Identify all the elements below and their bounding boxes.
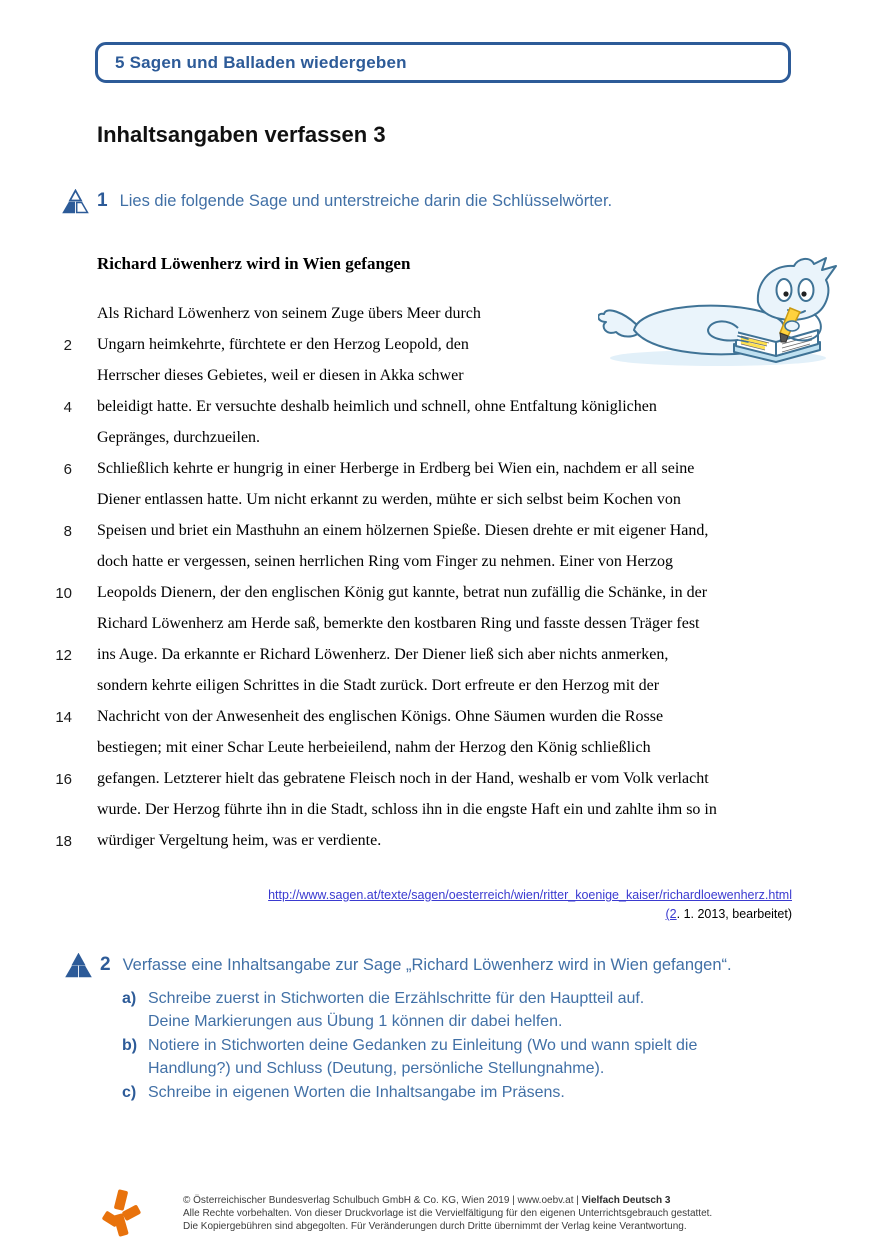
line-number	[40, 491, 72, 492]
legend-title: Richard Löwenherz wird in Wien gefangen	[97, 254, 411, 273]
exercise-1-header	[60, 189, 612, 215]
legend-line: sondern kehrte eiligen Schrittes in die Stadt zurück. Dort erfreute er den Herzog mit der	[40, 677, 840, 708]
exercise-2-item-c: c) Schreibe in eigenen Worten die Inhaltsangabe im Präsens.	[122, 1084, 697, 1107]
exercise-2-number: 2	[100, 954, 111, 975]
page-title: Inhaltsangaben verfassen 3	[97, 122, 386, 147]
legend-line: Als Richard Löwenherz von seinem Zuge übers Meer durch	[40, 305, 840, 336]
exercise-2-header	[63, 953, 732, 979]
footer-line-3: Die Kopiergebühren sind abgegolten. Für Veränderungen durch Dritte übernimmt der Verlag keine Verantwortung.	[183, 1221, 687, 1232]
line-number: 4	[63, 399, 72, 416]
source-date-link[interactable]: (2	[665, 907, 677, 921]
line-number: 8	[63, 523, 72, 540]
line-number	[40, 429, 72, 430]
legend-line: 10 Leopolds Dienern, der den englischen König gut kannte, betrat nun zufällig die Schänke, in der	[40, 584, 840, 615]
legend-line: 8 Speisen und briet ein Masthuhn an einem hölzernen Spieße. Diesen drehte er mit eigener Hand,	[40, 522, 840, 553]
line-number	[40, 677, 72, 678]
item-label: b)	[122, 1036, 138, 1054]
exercise-2-items	[122, 990, 697, 1107]
legend-line: wurde. Der Herzog führte ihn in die Stadt, schloss ihn in die engste Haft ein und zahlte ihm so in	[40, 801, 840, 832]
difficulty-level-3-icon	[63, 953, 94, 979]
difficulty-level-1-icon	[60, 189, 91, 215]
chapter-label: 5 Sagen und Balladen wiedergeben	[115, 52, 407, 72]
exercise-2-item-a: a) Schreibe zuerst in Stichworten die Erzählschritte für den Hauptteil auf.	[122, 990, 697, 1013]
footer-line-2: Alle Rechte vorbehalten. Von dieser Druckvorlage ist die Vervielfältigung für den eigenen Unterrichtsgebrauch gestattet.	[183, 1208, 713, 1219]
line-number	[40, 739, 72, 740]
exercise-2-instruction: Verfasse eine Inhaltsangabe zur Sage „Richard Löwenherz wird in Wien gefangen“.	[122, 956, 732, 974]
legend-text	[40, 305, 840, 863]
legend-line: 14 Nachricht von der Anwesenheit des englischen Königs. Ohne Säumen wurden die Rosse	[40, 708, 840, 739]
line-number: 12	[55, 647, 72, 664]
legend-line: 4 beleidigt hatte. Er versuchte deshalb heimlich und schnell, ohne Entfaltung königlichen	[40, 398, 840, 429]
legend-line: Gepränges, durchzueilen.	[40, 429, 840, 460]
line-number: 18	[55, 833, 72, 850]
exercise-1-instruction: Lies die folgende Sage und unterstreiche darin die Schlüsselwörter.	[119, 192, 613, 210]
footer-copyright	[183, 1194, 803, 1233]
line-number: 2	[63, 337, 72, 354]
chapter-header-box	[95, 42, 791, 83]
item-label: c)	[122, 1083, 137, 1101]
legend-line: 16 gefangen. Letzterer hielt das gebratene Fleisch noch in der Hand, weshalb er vom Volk verlacht	[40, 770, 840, 801]
exercise-2-item-a-cont: Deine Markierungen aus Übung 1 können dir dabei helfen.	[148, 1013, 563, 1031]
line-number	[40, 553, 72, 554]
legend-line: doch hatte er vergessen, seinen herrlichen Ring vom Finger zu nehmen. Einer von Herzog	[40, 553, 840, 584]
legend-line: Herrscher dieses Gebietes, weil er diesen in Akka schwer	[40, 367, 840, 398]
line-number	[40, 367, 72, 368]
legend-line: 6 Schließlich kehrte er hungrig in einer Herberge in Erdberg bei Wien ein, nachdem er all seine	[40, 460, 840, 491]
legend-line: 18 würdiger Vergeltung heim, was er verdiente.	[40, 832, 840, 863]
exercise-2-item-b-cont: Handlung?) und Schluss (Deutung, persönliche Stellungnahme).	[148, 1060, 605, 1078]
legend-line: Richard Löwenherz am Herde saß, bemerkte den kostbaren Ring und fasste dessen Träger fest	[40, 615, 840, 646]
line-number	[40, 305, 72, 306]
legend-line: 12 ins Auge. Da erkannte er Richard Löwenherz. Der Diener ließ sich aber nichts anmerken,	[40, 646, 840, 677]
exercise-2-item-b: b) Notiere in Stichworten deine Gedanken zu Einleitung (Wo und wann spielt die	[122, 1037, 697, 1060]
exercise-1-number: 1	[97, 190, 108, 211]
source-citation	[268, 886, 792, 921]
book-title: Vielfach Deutsch 3	[581, 1195, 671, 1206]
oebv-logo-icon	[101, 1188, 141, 1238]
line-number	[40, 801, 72, 802]
line-number: 16	[55, 771, 72, 788]
item-label: a)	[122, 990, 137, 1007]
line-number	[40, 615, 72, 616]
legend-line: bestiegen; mit einer Schar Leute herbeieilend, nahm der Herzog den König schließlich	[40, 739, 840, 770]
source-url-link[interactable]: http://www.sagen.at/texte/sagen/oesterreich/wien/ritter_koenige_kaiser/richardloewenherz.html	[268, 888, 792, 902]
line-number: 6	[63, 461, 72, 478]
source-date: (2. 1. 2013, bearbeitet)	[665, 907, 792, 921]
footer-line-1: © Österreichischer Bundesverlag Schulbuch GmbH & Co. KG, Wien 2019 | www.oebv.at | Vielfach Deutsch 3	[183, 1195, 671, 1206]
line-number: 10	[55, 585, 72, 602]
line-number: 14	[55, 709, 72, 726]
legend-line: Diener entlassen hatte. Um nicht erkannt zu werden, mühte er sich selbst beim Kochen von	[40, 491, 840, 522]
legend-line: 2 Ungarn heimkehrte, fürchtete er den Herzog Leopold, den	[40, 336, 840, 367]
